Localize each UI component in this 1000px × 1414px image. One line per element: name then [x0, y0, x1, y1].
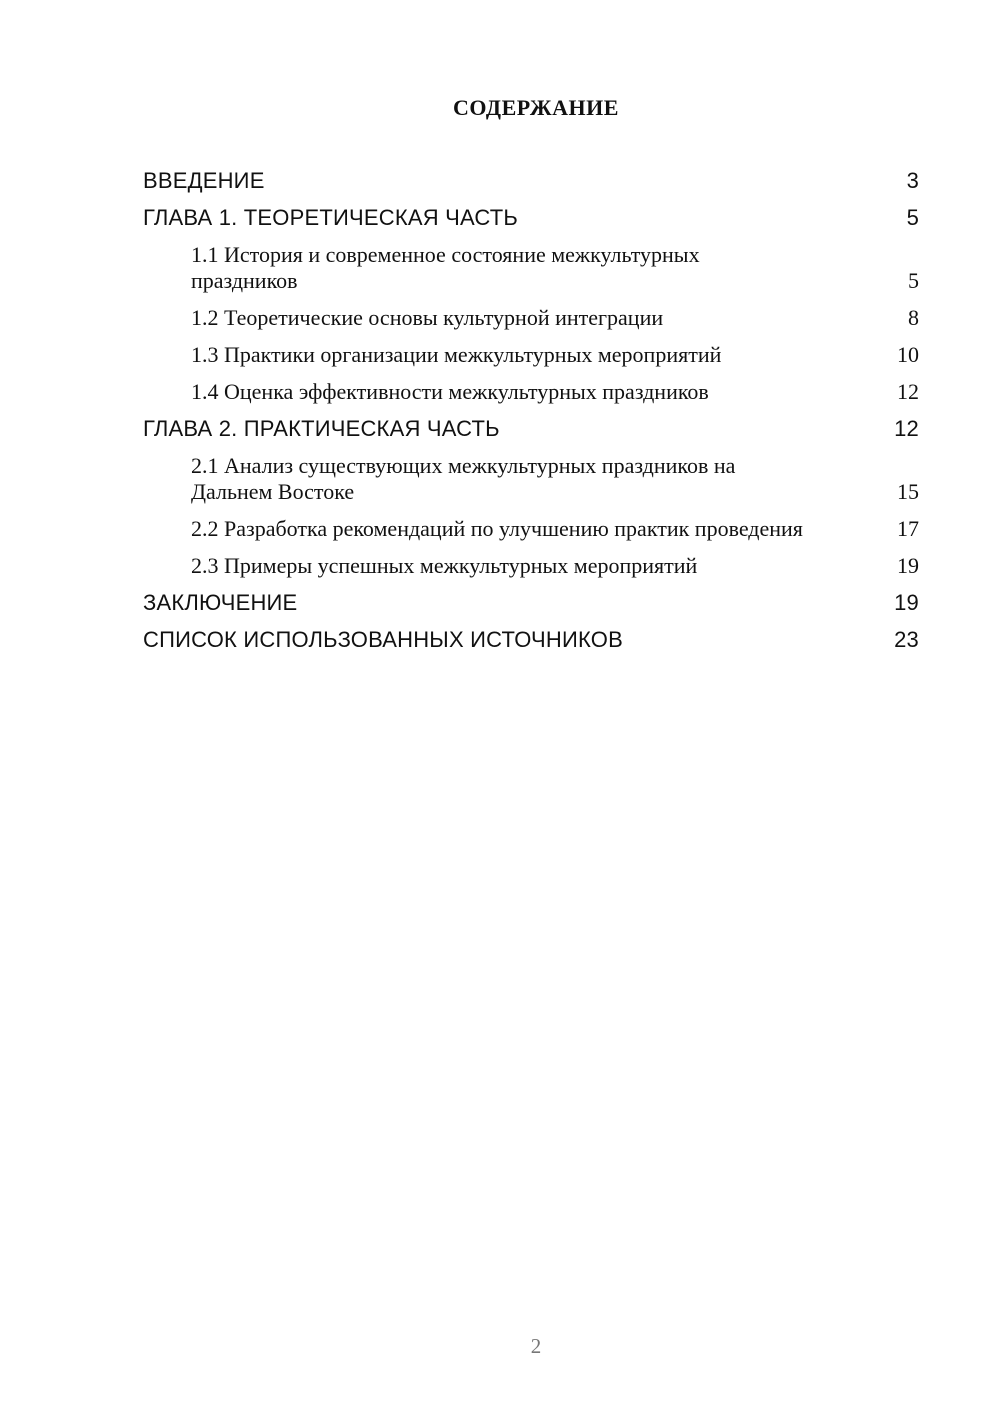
- toc-entry-page: 12: [897, 379, 919, 404]
- toc-entry-conclusion[interactable]: [143, 590, 919, 616]
- toc-entry-section-2-1[interactable]: [143, 453, 919, 505]
- toc-entry-page: 19: [894, 590, 919, 615]
- table-of-contents: [143, 168, 919, 664]
- toc-entry-section-2-2[interactable]: [143, 516, 919, 542]
- toc-entry-label: ГЛАВА 2. ПРАКТИЧЕСКАЯ ЧАСТЬ: [143, 416, 500, 441]
- toc-entry-label: 2.3 Примеры успешных межкультурных мероприятий: [191, 553, 698, 578]
- toc-entry-label: 1.1 История и современное состояние межкультурных праздников: [191, 242, 700, 293]
- toc-entry-page: 23: [894, 627, 919, 652]
- toc-entry-page: 12: [894, 416, 919, 441]
- toc-entry-label: ГЛАВА 1. ТЕОРЕТИЧЕСКАЯ ЧАСТЬ: [143, 205, 519, 230]
- toc-entry-label: ЗАКЛЮЧЕНИЕ: [143, 590, 298, 615]
- toc-entry-page: 3: [906, 168, 919, 193]
- toc-entry-references[interactable]: [143, 627, 919, 653]
- toc-entry-section-1-3[interactable]: [143, 342, 919, 368]
- toc-entry-section-1-4[interactable]: [143, 379, 919, 405]
- toc-entry-page: 5: [906, 205, 919, 230]
- toc-entry-page: 5: [908, 268, 919, 293]
- page-number: 2: [530, 1334, 542, 1358]
- toc-entry-label: СПИСОК ИСПОЛЬЗОВАННЫХ ИСТОЧНИКОВ: [143, 627, 623, 652]
- toc-title: СОДЕРЖАНИЕ: [453, 95, 619, 120]
- toc-entry-section-2-3[interactable]: [143, 553, 919, 579]
- toc-entry-label: 2.2 Разработка рекомендаций по улучшению практик проведения: [191, 516, 803, 541]
- toc-entry-label: 2.1 Анализ существующих межкультурных праздников на Дальнем Востоке: [191, 453, 736, 504]
- toc-entry-page: 19: [897, 553, 919, 578]
- toc-entry-label: 1.3 Практики организации межкультурных мероприятий: [191, 342, 722, 367]
- toc-entry-chapter-2[interactable]: [143, 416, 919, 442]
- toc-entry-page: 17: [897, 516, 919, 541]
- toc-entry-chapter-1[interactable]: [143, 205, 919, 231]
- toc-entry-label: 1.4 Оценка эффективности межкультурных праздников: [191, 379, 709, 404]
- toc-entry-section-1-1[interactable]: [143, 242, 919, 294]
- toc-entry-page: 15: [897, 479, 919, 504]
- toc-entry-page: 8: [908, 305, 919, 330]
- toc-entry-page: 10: [897, 342, 919, 367]
- toc-entry-introduction[interactable]: [143, 168, 919, 194]
- toc-entry-section-1-2[interactable]: [143, 305, 919, 331]
- toc-entry-label: 1.2 Теоретические основы культурной интеграции: [191, 305, 664, 330]
- toc-entry-label: ВВЕДЕНИЕ: [143, 168, 265, 193]
